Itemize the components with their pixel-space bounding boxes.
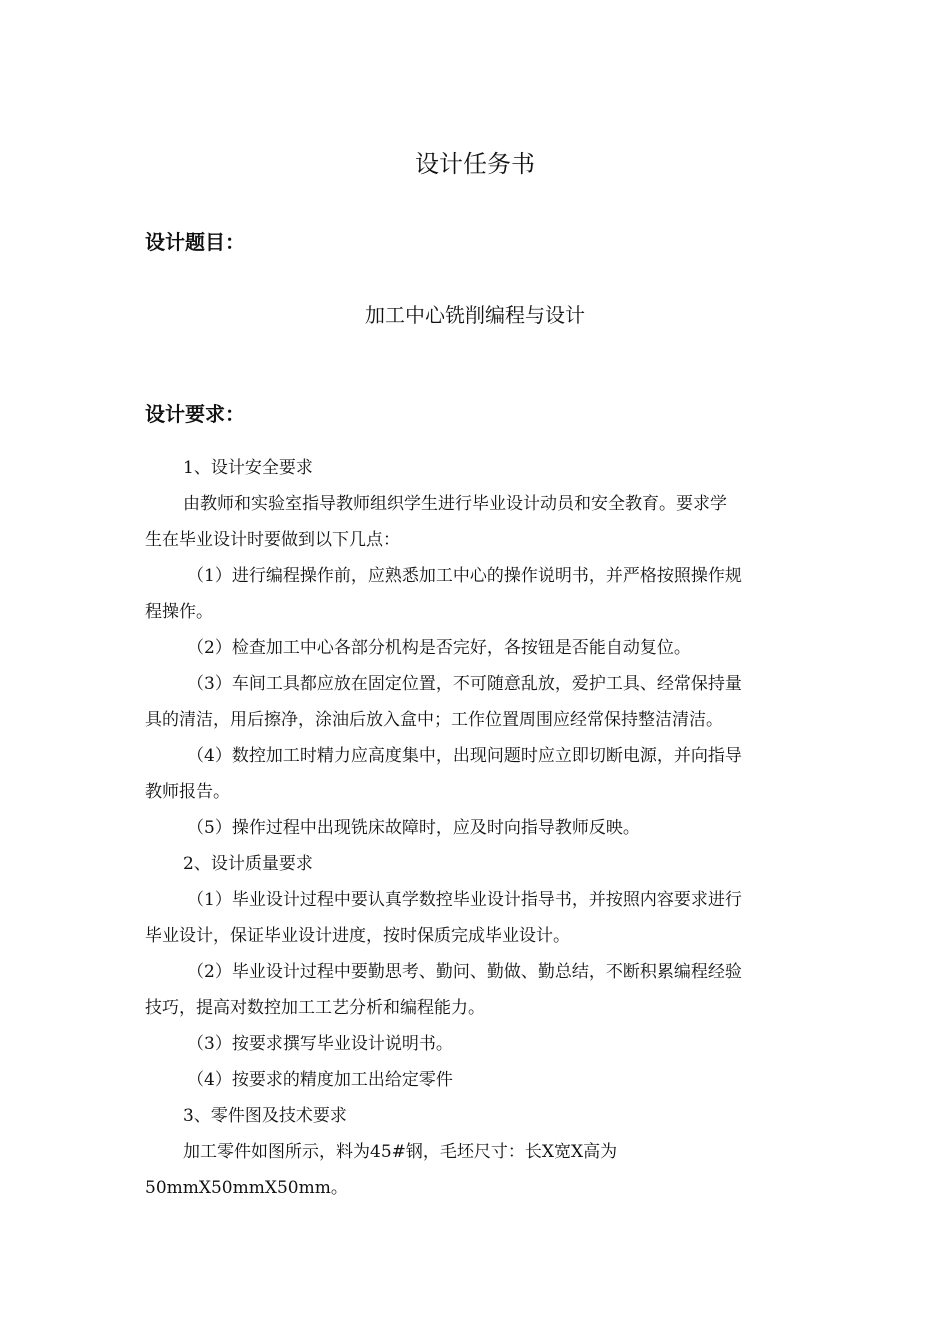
section-heading-quality: 2、设计质量要求 <box>183 854 313 874</box>
list-item: （2）检查加工中心各部分机构是否完好，各按钮是否能自动复位。 <box>187 638 691 658</box>
list-item: （3）车间工具都应放在固定位置，不可随意乱放，爱护工具、经常保持量 <box>187 674 742 694</box>
list-item-continuation: 教师报告。 <box>145 782 230 802</box>
list-item: （3）按要求撰写毕业设计说明书。 <box>187 1034 453 1054</box>
list-item: （1）毕业设计过程中要认真学数控毕业设计指导书，并按照内容要求进行 <box>187 890 742 910</box>
paragraph-line: 50mmX50mmX50mm。 <box>145 1178 348 1198</box>
paragraph-line: 生在毕业设计时要做到以下几点： <box>145 530 400 550</box>
topic-heading: 设计题目： <box>145 230 245 254</box>
list-item-continuation: 具的清洁，用后擦净，涂油后放入盒中；工作位置周围应经常保持整洁清洁。 <box>145 710 723 730</box>
section-heading-safety: 1、设计安全要求 <box>183 458 313 478</box>
requirements-body <box>145 450 805 1206</box>
list-item: （2）毕业设计过程中要勤思考、勤问、勤做、勤总结，不断积累编程经验 <box>187 962 742 982</box>
list-item: （1）进行编程操作前，应熟悉加工中心的操作说明书，并严格按照操作规 <box>187 566 742 586</box>
design-topic: 加工中心铣削编程与设计 <box>365 303 585 327</box>
paragraph-line: 由教师和实验室指导教师组织学生进行毕业设计动员和安全教育。要求学 <box>183 494 727 514</box>
list-item-continuation: 毕业设计，保证毕业设计进度，按时保质完成毕业设计。 <box>145 926 570 946</box>
list-item: （5）操作过程中出现铣床故障时，应及时向指导教师反映。 <box>187 818 640 838</box>
list-item: （4）数控加工时精力应高度集中，出现问题时应立即切断电源，并向指导 <box>187 746 742 766</box>
requirements-heading: 设计要求： <box>145 402 245 426</box>
document-title: 设计任务书 <box>415 150 535 178</box>
list-item-continuation: 程操作。 <box>145 602 213 622</box>
section-heading-part-drawing: 3、零件图及技术要求 <box>183 1106 347 1126</box>
list-item: （4）按要求的精度加工出给定零件 <box>187 1070 453 1090</box>
list-item-continuation: 技巧，提高对数控加工工艺分析和编程能力。 <box>145 998 485 1018</box>
paragraph-line: 加工零件如图所示，料为45#钢，毛坯尺寸：长X宽X高为 <box>183 1142 618 1162</box>
